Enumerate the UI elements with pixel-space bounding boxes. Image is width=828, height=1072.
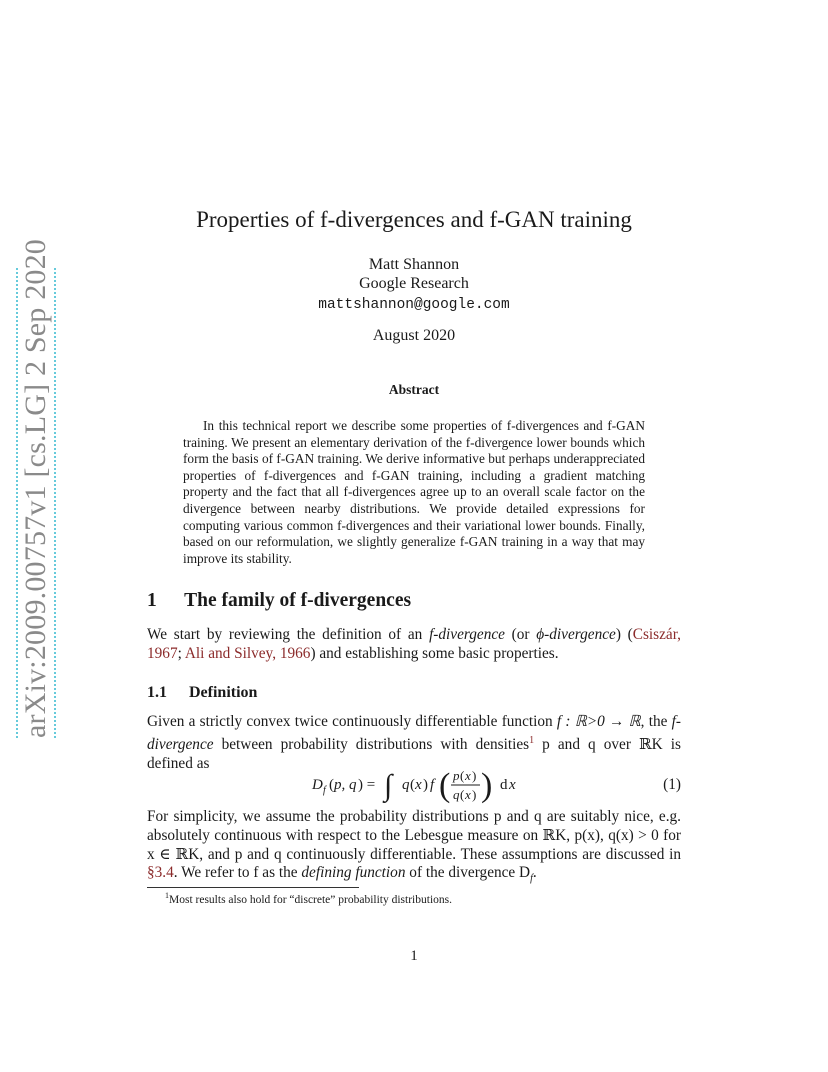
svg-text:x: x (465, 787, 471, 802)
author-name: Matt Shannon (368, 256, 460, 273)
svg-text:x: x (509, 777, 516, 793)
term-f-divergence: f-divergence (147, 713, 681, 753)
svg-text:f: f (323, 785, 326, 796)
abstract-body (183, 418, 645, 567)
author-affiliation: Google Research (359, 275, 469, 292)
svg-text:q: q (402, 777, 410, 793)
term-f-divergence: f-divergence (429, 626, 505, 643)
equation-number: (1) (663, 776, 681, 793)
svg-text:(: ( (460, 768, 465, 783)
svg-text:): ) (472, 768, 477, 783)
svg-text:x: x (415, 777, 422, 793)
svg-text:): ) (481, 767, 493, 804)
text-run: p and q over ℝK is defined as (147, 735, 681, 772)
author-email-line (0, 295, 828, 313)
text-run: between probability distributions with densities (213, 735, 530, 753)
math-function-signature: f : ℝ>0 → ℝ (556, 713, 641, 730)
text-run: For simplicity, we assume the probability distributions p and q are suitably nice, e.g. absolutely continuous with respect to the Lebesgue measure on ℝK, p(x), q(x) > 0 for x ∈ ℝK, and p and q continuously differentiable. These assumptions are discussed in (147, 808, 681, 863)
svg-text:) =: ) = (358, 777, 376, 793)
equation-1 (147, 763, 681, 807)
footnote-number: 1 (165, 891, 169, 900)
svg-text:x: x (465, 768, 471, 783)
text-run: of the divergence D (405, 864, 531, 882)
text-run: . (532, 864, 537, 882)
text-run: . We refer to f as the (173, 864, 302, 882)
svg-text:): ) (472, 787, 477, 802)
svg-text:f: f (430, 777, 435, 793)
subsection-number: 1.1 (147, 684, 167, 701)
svg-text:d: d (500, 777, 508, 793)
svg-text:D: D (312, 777, 323, 793)
equation-graphic (147, 763, 681, 807)
arxiv-identifier[interactable]: arXiv:2009.00757v1 [cs.LG] 2 Sep 2020 (19, 238, 52, 738)
paper-date: August 2020 (372, 327, 456, 344)
text-run: We start by reviewing the definition of an (147, 626, 430, 643)
term-defining-function: defining function (301, 864, 406, 882)
text-run: ) ( (615, 626, 633, 643)
svg-text:(: ( (410, 777, 415, 793)
svg-text:): ) (423, 777, 428, 793)
page-number: 1 (410, 948, 418, 964)
abstract-text: In this technical report we describe some properties of f-divergences and f-GAN training. We present an elementary derivation of the f-divergence lower bounds which form the basis of f-GAN training. We derive informative but perhaps underappreciated properties of f-divergences and f-GAN training, including a gradient matching property and the fact that all f-divergences agree up to an overall scale factor on the divergence between nearby distributions. We provide detailed expressions for computing various common f-divergences and their variational lower bounds. Finally, based on our reformulation, we slightly generalize f-GAN training in a way that may improve its stability. (183, 418, 645, 566)
paper-title: Properties of f-divergences and f-GAN training (196, 207, 632, 232)
footnote-text: Most results also hold for “discrete” probability distributions. (169, 893, 452, 906)
abstract-heading: Abstract (388, 382, 440, 397)
footnote (165, 891, 452, 906)
svg-text:(: ( (439, 767, 451, 804)
footnote-rule (147, 887, 359, 888)
svg-text:p: p (453, 768, 460, 783)
section-intro-paragraph (147, 626, 681, 664)
section-reference-link[interactable]: §3.4 (147, 864, 174, 882)
footnote-marker[interactable]: 1 (529, 734, 535, 746)
text-run: ) and establishing some basic properties. (310, 644, 559, 662)
section-number: 1 (147, 590, 157, 611)
term-phi-divergence: ϕ-divergence (536, 626, 616, 643)
section-title: The family of f-divergences (184, 590, 412, 611)
svg-text:q: q (453, 787, 460, 802)
text-run: ; (177, 644, 185, 662)
svg-text:∫: ∫ (384, 769, 393, 802)
text-run: Given a strictly convex twice continuously differentiable function (147, 713, 557, 730)
section-heading (147, 590, 411, 612)
svg-text:p, q: p, q (334, 777, 357, 793)
author-email[interactable]: mattshannon@google.com (318, 297, 510, 313)
svg-text:(: ( (460, 787, 465, 802)
subsection-title: Definition (189, 684, 258, 701)
subsection-heading (147, 684, 257, 702)
citation-csiszar[interactable]: Csiszár, 1967 (147, 626, 681, 662)
assumptions-paragraph (147, 808, 681, 889)
citation-ali-silvey[interactable]: Ali and Silvey, 1966 (184, 644, 311, 662)
subscript: f (530, 873, 533, 885)
text-run: (or (504, 626, 537, 643)
svg-text:(: ( (329, 777, 334, 793)
text-run: , the (640, 713, 672, 730)
